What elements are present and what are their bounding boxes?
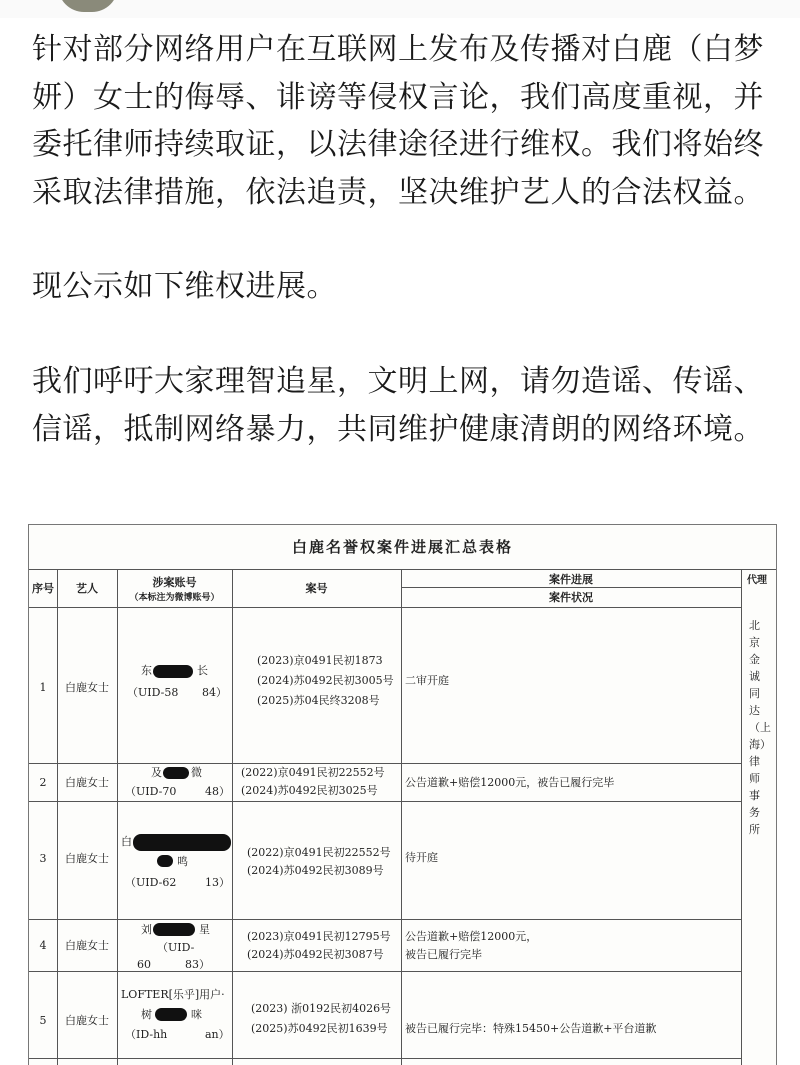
row4-account: 刘 xyxy=(141,923,152,936)
post-paragraph-2: 现公示如下维权进展。 xyxy=(32,269,337,305)
row1-account: 东 xyxy=(141,664,152,677)
row2-account: 及 xyxy=(151,766,162,779)
row3-status: 待开庭 xyxy=(405,851,438,864)
header-progress-sub: 案件状况 xyxy=(549,591,593,604)
redaction-mark xyxy=(155,1008,187,1021)
row1-case: (2023)京0491民初1873 xyxy=(257,654,383,667)
row4-index: 4 xyxy=(39,939,47,952)
row2-uid: （UID-70 xyxy=(125,785,177,798)
row1-artist: 白鹿女士 xyxy=(65,681,109,694)
row5-status: 被告已履行完毕：特殊15450+公告道歉+平台道歉 xyxy=(405,1022,657,1035)
row2-uid: 48） xyxy=(205,785,230,798)
row3-artist: 白鹿女士 xyxy=(65,852,109,865)
row1-uid: （UID-58 xyxy=(127,686,179,699)
row5-case: (2023) 浙0192民初4026号 xyxy=(251,1002,392,1015)
row3-case: (2024)苏0492民初3089号 xyxy=(247,864,384,877)
row1-account: 长 xyxy=(197,664,208,677)
row4-uid: 83） xyxy=(185,958,210,971)
row4-artist: 白鹿女士 xyxy=(65,939,109,952)
row5-uid: （ID-hh xyxy=(125,1028,168,1041)
row5-index: 5 xyxy=(39,1014,47,1027)
header-account: 涉案账号 xyxy=(152,576,197,589)
row3-account: 白 xyxy=(121,835,132,848)
redaction-mark xyxy=(157,855,173,867)
row3-account: 鸣 xyxy=(177,855,188,868)
row2-case: (2024)苏0492民初3025号 xyxy=(241,784,378,797)
row4-case: (2024)苏0492民初3087号 xyxy=(247,948,384,961)
post-paragraph-1: 针对部分网络用户在互联网上发布及传播对白鹿（白梦妍）女士的侮辱、诽谤等侵权言论，我们高度重视，并委托律师持续取证，以法律途径进行维权。我们将始终采取法律措施，依法追责，坚决维护艺人的合法权益。 xyxy=(32,32,764,210)
case-progress-table-image[interactable] xyxy=(28,524,777,1065)
row3-uid: 13） xyxy=(205,876,230,889)
row4-uid: （UID- xyxy=(157,941,195,954)
redaction-mark xyxy=(163,767,189,779)
header-case-no: 案号 xyxy=(305,582,328,595)
redaction-mark xyxy=(153,923,195,936)
post-paragraph-3: 我们呼吁大家理智追星，文明上网，请勿造谣、传谣、信谣，抵制网络暴力，共同维护健康清朗的网络环境。 xyxy=(32,363,764,447)
row2-index: 2 xyxy=(39,776,47,789)
row5-artist: 白鹿女士 xyxy=(65,1014,109,1027)
row4-case: (2023)京0491民初12795号 xyxy=(247,930,391,943)
row5-account: 树 xyxy=(141,1008,152,1021)
top-strip xyxy=(0,0,800,18)
agent-firm: 北京金诚同达（上海）律师事务所 xyxy=(749,619,771,836)
row2-artist: 白鹿女士 xyxy=(65,776,109,789)
row2-case: (2022)京0491民初22552号 xyxy=(241,766,385,779)
header-progress: 案件进展 xyxy=(549,573,593,586)
document-title: 白鹿名誉权案件进展汇总表格 xyxy=(291,538,513,556)
row2-account: 微 xyxy=(191,766,202,779)
row4-status: 公告道歉+赔偿12000元， xyxy=(405,930,538,943)
row1-status: 二审开庭 xyxy=(405,674,449,687)
post-body xyxy=(32,26,772,453)
header-agent: 代理 xyxy=(747,575,767,586)
row4-status: 被告已履行完毕 xyxy=(405,948,482,961)
row5-account: LOFTER[乐乎]用户· xyxy=(121,988,225,1001)
row5-case: (2025)苏0492民初1639号 xyxy=(251,1022,388,1035)
row4-uid: 60 xyxy=(137,958,151,971)
row5-uid: an） xyxy=(205,1028,230,1041)
row2-status: 公告道歉+赔偿12000元，被告已履行完毕 xyxy=(405,776,615,789)
header-index: 序号 xyxy=(32,582,54,595)
header-artist: 艺人 xyxy=(76,582,98,595)
row1-case: (2024)苏0492民初3005号 xyxy=(257,674,394,687)
row3-uid: （UID-62 xyxy=(125,876,177,889)
row3-case: (2022)京0491民初22552号 xyxy=(247,846,391,859)
row1-uid: 84） xyxy=(202,686,227,699)
header-account-note: （本标注为微博账号） xyxy=(129,593,220,603)
row1-case: (2025)苏04民终3208号 xyxy=(257,694,380,707)
avatar[interactable] xyxy=(58,0,118,12)
row5-account: 咪 xyxy=(191,1008,202,1021)
row3-index: 3 xyxy=(39,852,47,865)
redaction-mark xyxy=(133,834,231,851)
row1-index: 1 xyxy=(39,681,47,694)
row4-account: 星 xyxy=(199,923,210,936)
redaction-mark xyxy=(153,665,193,678)
